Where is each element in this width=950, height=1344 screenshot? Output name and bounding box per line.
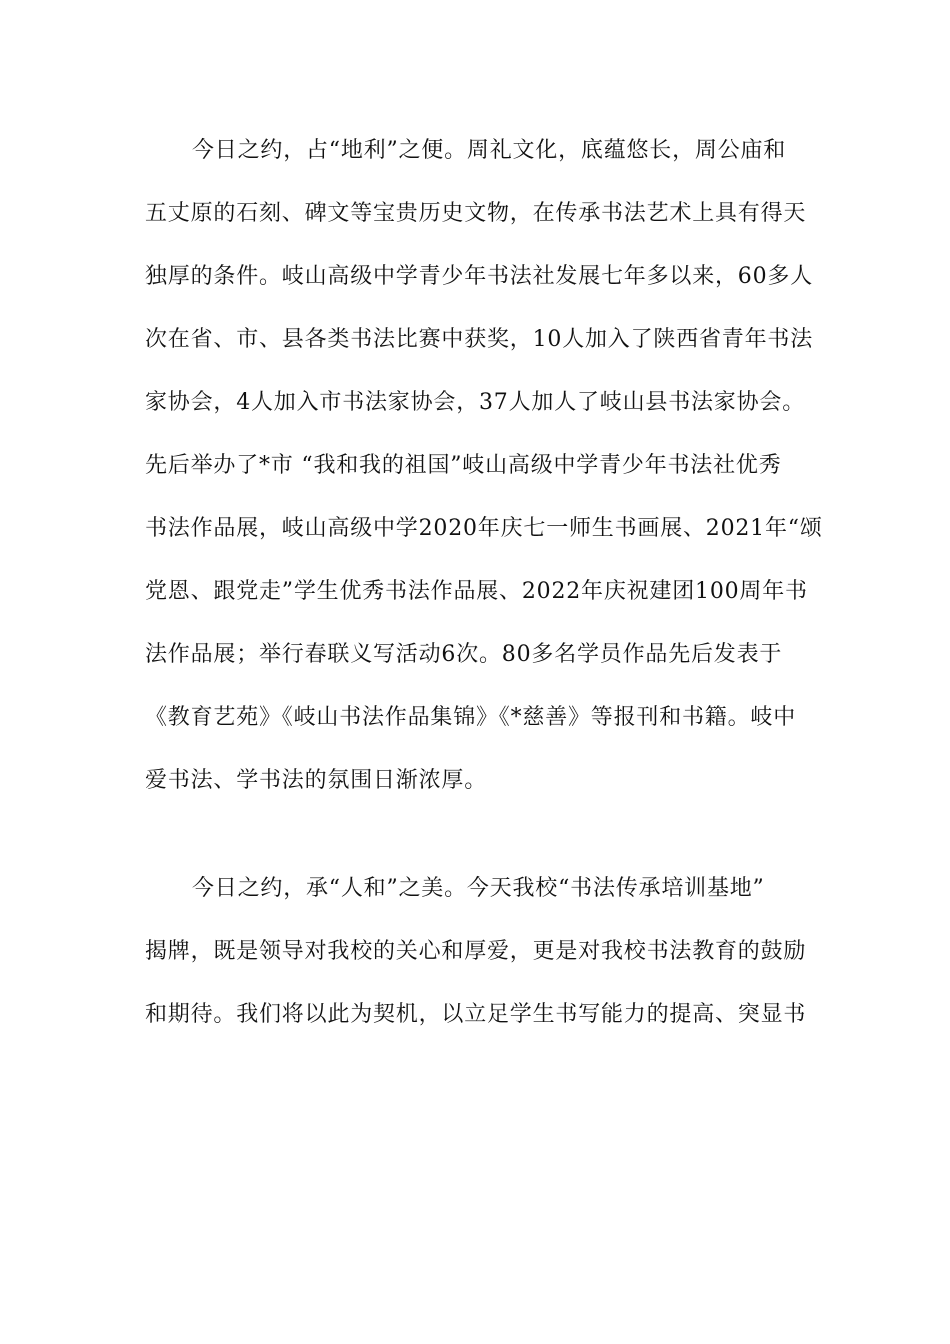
paragraph-1-line-5: 家协会，4人加入市书法家协会，37人加人了岐山县书法家协会。 (145, 390, 805, 415)
paragraph-1-line-8: 党恩、跟党走”学生优秀书法作品展、2022年庆祝建团100周年书 (145, 579, 808, 604)
paragraph-1-line-1: 今日之约，占“地利”之便。周礼文化，底蕴悠长，周公庙和 (192, 138, 787, 163)
paragraph-2-line-1: 揭牌，既是领导对我校的关心和厚爱，更是对我校书法教育的鼓励 (145, 939, 807, 964)
paragraph-1-line-9: 法作品展；举行春联义写活动6次。80多名学员作品先后发表于 (145, 642, 783, 667)
paragraph-1-line-6: 先后举办了*市 “我和我的祖国”岐山高级中学青少年书法社优秀 (145, 453, 782, 478)
paragraph-1-line-10: 《教育艺苑》《岐山书法作品集锦》《*慈善》等报刊和书籍。岐中 (145, 705, 797, 730)
paragraph-2-line-2: 和期待。我们将以此为契机，以立足学生书写能力的提高、突显书 (145, 1002, 807, 1027)
paragraph-1-line-3: 独厚的条件。岐山高级中学青少年书法社发展七年多以来，60多人 (145, 264, 813, 289)
paragraph-1-line-11: 爱书法、学书法的氛围日渐浓厚。 (145, 768, 488, 793)
paragraph-1-line-2: 五丈原的石刻、碑文等宝贵历史文物，在传承书法艺术上具有得天 (145, 201, 807, 226)
paragraph-1-line-7: 书法作品展，岐山高级中学2020年庆七一师生书画展、2021年“颂 (145, 516, 823, 541)
paragraph-1-line-4: 次在省、市、县各类书法比赛中获奖，10人加入了陕西省青年书法 (145, 327, 813, 352)
paragraph-1-line-12: 今日之约，承“人和”之美。今天我校“书法传承培训基地” (192, 876, 765, 901)
